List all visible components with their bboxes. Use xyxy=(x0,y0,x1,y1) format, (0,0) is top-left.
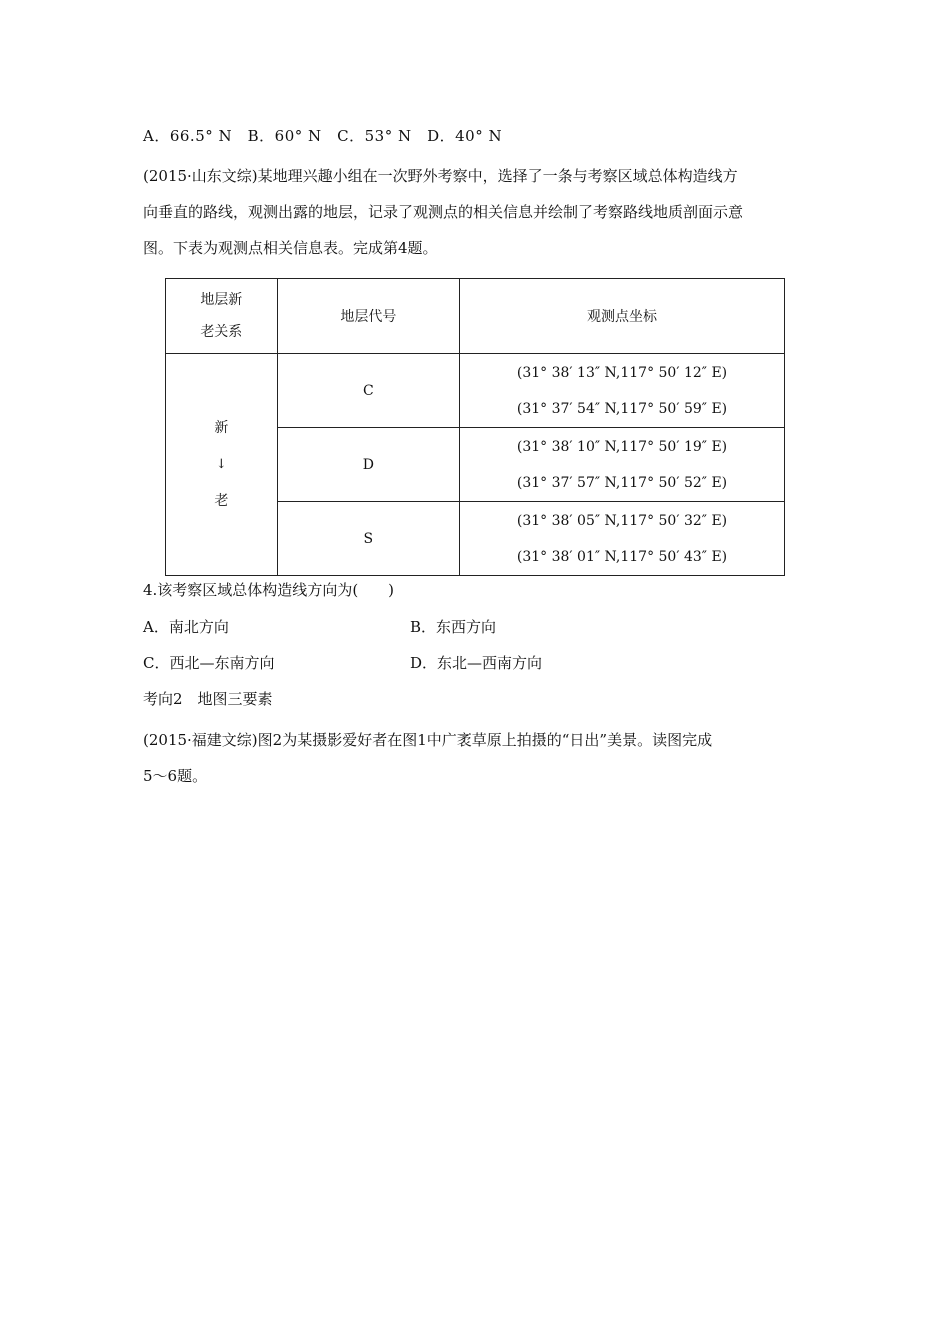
context-2-line-1: (2015·福建文综)图2为某摄影爱好者在图1中广袤草原上拍摄的“日出”美景。读图完成 xyxy=(143,731,713,749)
stratum-code-cell: C xyxy=(277,354,459,428)
section-title: 考向2 地图三要素 xyxy=(143,690,273,708)
context-1-line-2: 向垂直的路线，观测出露的地层，记录了观测点的相关信息并绘制了考察路线地质剖面示意 xyxy=(143,203,744,221)
header-stratum-age xyxy=(166,279,278,354)
context-paragraph-2 xyxy=(143,722,813,794)
observation-info-table xyxy=(165,278,785,576)
header-coordinates: 观测点坐标 xyxy=(460,279,785,354)
age-relation-cell xyxy=(166,354,278,576)
stratum-code-cell: D xyxy=(277,428,459,502)
coordinate-value: (31° 38′ 05″ N,117° 50′ 32″ E) xyxy=(516,512,728,529)
down-arrow-icon: ↓ xyxy=(215,457,227,472)
coordinate-cell xyxy=(460,354,785,428)
context-1-line-3: 图。下表为观测点相关信息表。完成第4题。 xyxy=(143,239,438,257)
question-4-option-d: D．东北—西南方向 xyxy=(410,654,543,672)
coordinate-cell xyxy=(460,428,785,502)
age-old-label: 老 xyxy=(214,493,229,509)
context-1-line-1: (2015·山东文综)某地理兴趣小组在一次野外考察中，选择了一条与考察区域总体构造线方 xyxy=(143,167,738,185)
context-paragraph-1 xyxy=(143,158,813,266)
header-age-line-2: 老关系 xyxy=(200,324,243,340)
coordinate-value: (31° 38′ 10″ N,117° 50′ 19″ E) xyxy=(516,438,728,455)
stratum-code-cell: S xyxy=(277,502,459,576)
question-4-option-c: C．西北—东南方向 xyxy=(143,654,275,672)
coordinate-cell xyxy=(460,502,785,576)
coordinate-value: (31° 38′ 01″ N,117° 50′ 43″ E) xyxy=(516,548,728,565)
header-age-line-1: 地层新 xyxy=(200,292,243,308)
age-new-label: 新 xyxy=(214,420,229,436)
coordinate-value: (31° 38′ 13″ N,117° 50′ 12″ E) xyxy=(516,364,728,381)
table-header-row xyxy=(166,279,785,354)
coordinate-value: (31° 37′ 54″ N,117° 50′ 59″ E) xyxy=(516,400,728,417)
previous-question-options: A．66.5° N B．60° N C．53° N D．40° N xyxy=(143,127,503,145)
header-stratum-code: 地层代号 xyxy=(277,279,459,354)
table-row xyxy=(166,354,785,428)
question-4-stem: 4.该考察区域总体构造线方向为( ) xyxy=(143,581,395,599)
question-4-option-b: B．东西方向 xyxy=(410,618,497,636)
question-4-option-a: A．南北方向 xyxy=(143,618,229,636)
coordinate-value: (31° 37′ 57″ N,117° 50′ 52″ E) xyxy=(516,474,728,491)
context-2-line-2: 5～6题。 xyxy=(143,767,208,785)
